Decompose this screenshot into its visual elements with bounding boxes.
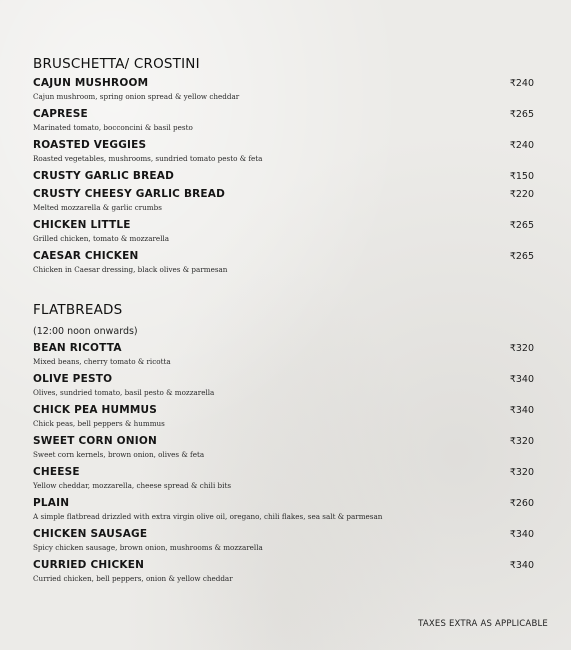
item-description: Melted mozzarella & garlic crumbs xyxy=(33,203,162,212)
section-divider xyxy=(33,279,534,300)
menu-item xyxy=(33,75,534,106)
item-name: CRUSTY GARLIC BREAD xyxy=(33,170,174,182)
item-name: SWEET CORN ONION xyxy=(33,435,158,447)
menu-item xyxy=(33,340,534,371)
item-name: CAPRESE xyxy=(33,108,88,120)
item-name: OLIVE PESTO xyxy=(33,373,113,385)
menu-section-bruschetta xyxy=(33,54,534,279)
menu-item xyxy=(33,186,534,217)
item-price: ₹240 xyxy=(509,78,534,89)
item-description: Olives, sundried tomato, basil pesto & mozzarella xyxy=(33,388,215,397)
menu-item xyxy=(33,464,534,495)
item-price: ₹265 xyxy=(509,220,534,231)
item-description: Chicken in Caesar dressing, black olives & parmesan xyxy=(33,265,228,274)
item-description: Grilled chicken, tomato & mozzarella xyxy=(33,234,170,243)
item-price: ₹320 xyxy=(509,467,534,478)
item-price: ₹340 xyxy=(509,529,534,540)
item-name: CAJUN MUSHROOM xyxy=(33,77,149,89)
menu-item xyxy=(33,495,534,526)
item-description: Mixed beans, cherry tomato & ricotta xyxy=(33,357,171,366)
menu-item xyxy=(33,137,534,168)
item-name: CHICK PEA HUMMUS xyxy=(33,404,158,416)
item-name: CRUSTY CHEESY GARLIC BREAD xyxy=(33,188,226,200)
item-name: CHEESE xyxy=(33,466,80,478)
menu-item xyxy=(33,526,534,557)
menu-item xyxy=(33,402,534,433)
section-title: BRUSCHETTA/ CROSTINI xyxy=(33,56,200,72)
menu-item xyxy=(33,217,534,248)
menu-item xyxy=(33,248,534,279)
section-title: FLATBREADS xyxy=(33,302,123,318)
item-description: Curried chicken, bell peppers, onion & yellow cheddar xyxy=(33,574,233,583)
menu-item xyxy=(33,557,534,588)
menu-item xyxy=(33,106,534,137)
menu-item xyxy=(33,433,534,464)
section-note: (12:00 noon onwards) xyxy=(33,326,138,337)
item-description: Cajun mushroom, spring onion spread & yellow cheddar xyxy=(33,92,240,101)
item-description: A simple flatbread drizzled with extra virgin olive oil, oregano, chili flakes, sea salt & parmesan xyxy=(33,512,383,521)
taxes-note: TAXES EXTRA AS APPLICABLE xyxy=(418,619,548,629)
item-price: ₹265 xyxy=(509,109,534,120)
item-description: Yellow cheddar, mozzarella, cheese spread & chili bits xyxy=(33,481,232,490)
item-name: ROASTED VEGGIES xyxy=(33,139,147,151)
item-price: ₹240 xyxy=(509,140,534,151)
item-price: ₹220 xyxy=(509,189,534,200)
menu-page xyxy=(33,54,534,588)
item-name: CHICKEN LITTLE xyxy=(33,219,131,231)
item-price: ₹320 xyxy=(509,436,534,447)
item-name: PLAIN xyxy=(33,497,70,509)
item-description: Sweet corn kernels, brown onion, olives & feta xyxy=(33,450,205,459)
item-name: CHICKEN SAUSAGE xyxy=(33,528,148,540)
item-price: ₹260 xyxy=(509,498,534,509)
item-price: ₹320 xyxy=(509,343,534,354)
menu-section-flatbreads xyxy=(33,300,534,588)
item-description: Chick peas, bell peppers & hummus xyxy=(33,419,165,428)
item-name: CAESAR CHICKEN xyxy=(33,250,139,262)
item-price: ₹265 xyxy=(509,251,534,262)
item-name: BEAN RICOTTA xyxy=(33,342,122,354)
item-price: ₹340 xyxy=(509,560,534,571)
item-name: CURRIED CHICKEN xyxy=(33,559,145,571)
item-description: Marinated tomato, bocconcini & basil pesto xyxy=(33,123,193,132)
menu-item xyxy=(33,371,534,402)
item-description: Spicy chicken sausage, brown onion, mushrooms & mozzarella xyxy=(33,543,263,552)
item-price: ₹340 xyxy=(509,374,534,385)
item-price: ₹340 xyxy=(509,405,534,416)
menu-item xyxy=(33,168,534,186)
item-price: ₹150 xyxy=(509,171,534,182)
item-description: Roasted vegetables, mushrooms, sundried tomato pesto & feta xyxy=(33,154,263,163)
